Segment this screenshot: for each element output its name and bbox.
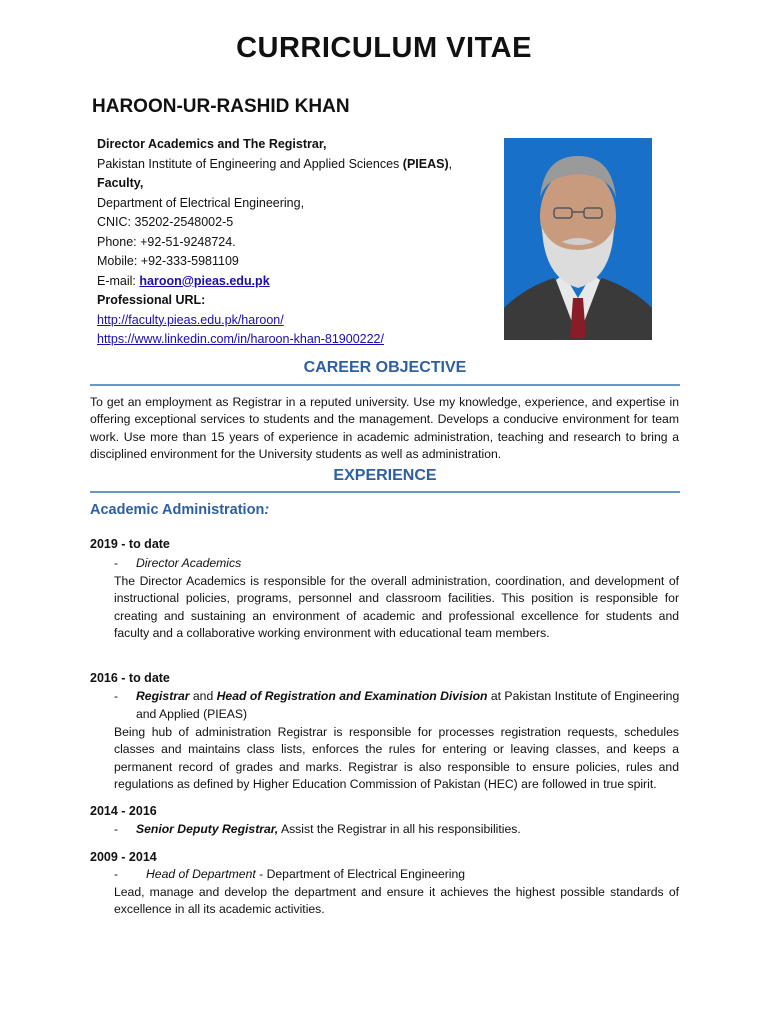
entry-role-secondary: Head of Registration and Examination Division (216, 689, 488, 703)
linkedin-url-link[interactable]: https://www.linkedin.com/in/haroon-khan-81900222/ (97, 332, 384, 346)
entry-role: Registrar (136, 689, 190, 703)
institute-name: Pakistan Institute of Engineering and Applied Sciences (97, 156, 400, 171)
entry-role-joiner: and (189, 689, 217, 703)
email-link[interactable]: haroon@pieas.edu.pk (139, 273, 270, 288)
entry-period: 2009 - 2014 (90, 850, 157, 864)
entry-period: 2019 - to date (90, 537, 170, 551)
institute-suffix: , (448, 156, 453, 171)
section-divider (90, 384, 680, 386)
institute-abbr: (PIEAS) (402, 156, 449, 171)
department-line: Department of Electrical Engineering, (97, 195, 305, 210)
email-label: E-mail: (97, 273, 140, 288)
entry-detail: - Department of Electrical Engineering (255, 867, 466, 881)
person-name: HAROON-UR-RASHID KHAN (92, 96, 350, 117)
cnic-line: CNIC: 35202-2548002-5 (97, 215, 234, 229)
entry-description: Lead, manage and develop the department and ensure it achieves the highest possible standards of excellence in all its academic activities. (114, 885, 679, 917)
bullet-dash: - (114, 689, 119, 703)
bullet-dash: - (114, 556, 119, 570)
faculty-url-link[interactable]: http://faculty.pieas.edu.pk/haroon/ (97, 312, 284, 327)
career-objective-heading: CAREER OBJECTIVE (303, 359, 467, 376)
contact-block (97, 135, 452, 350)
entry-role: Head of Department (146, 867, 256, 881)
entry-role: Director Academics (136, 556, 242, 570)
entry-role-line (114, 556, 241, 570)
entry-detail: Assist the Registrar in all his responsibilities. (278, 822, 521, 836)
faculty-line: Faculty, (97, 176, 144, 190)
professional-url-label: Professional URL: (97, 293, 206, 307)
academic-administration-heading (90, 502, 269, 518)
entry-role-continuation: and Applied (PIEAS) (136, 707, 248, 721)
bullet-dash: - (114, 867, 119, 881)
subheading-text: Academic Administration (90, 502, 265, 518)
section-divider (90, 491, 680, 493)
email-line (97, 272, 452, 292)
entry-role-location: at Pakistan Institute of Engineering (487, 689, 680, 703)
document-title: CURRICULUM VITAE (236, 32, 532, 64)
entry-role-line (114, 867, 465, 881)
entry-description: The Director Academics is responsible for the overall administration, coordination, and development of instructional policies, programs, personnel and classroom facilities. This position is responsible for creating and sustaining an environment of academic and professional excellence for students and faculty and a collaborative working environment with educational team members. (114, 574, 679, 640)
entry-description: Being hub of administration Registrar is responsible for processes registration requests, schedules classes and maintains class lists, enforces the rules for entering or leaving classes, and keeps a permanent record of grades and marks. Registrar is also responsible to ensure policies, rules and regulations as defined by Higher Education Commission of Pakistan (HEC) are followed in true spirit. (114, 725, 679, 791)
experience-heading: EXPERIENCE (333, 467, 437, 484)
position-line: Director Academics and The Registrar, (97, 137, 327, 151)
institute-line (97, 155, 452, 175)
entry-period: 2014 - 2016 (90, 804, 157, 818)
entry-period: 2016 - to date (90, 671, 170, 685)
entry-role: Senior Deputy Registrar, (136, 822, 279, 836)
portrait-image (504, 138, 652, 340)
bullet-dash: - (114, 822, 119, 836)
entry-role-line (114, 822, 521, 836)
phone-line: Phone: +92-51-9248724. (97, 234, 236, 249)
mobile-line: Mobile: +92-333-5981109 (97, 254, 239, 268)
subheading-suffix: : (264, 502, 270, 518)
profile-photo (504, 138, 652, 340)
career-objective-text: To get an employment as Registrar in a reputed university. Use my knowledge, experience, and expertise in offering exceptional services to students and the management. Develops a conducive environment for team work. Use more than 15 years of experience in academic administration, teaching and research to bring a disciplined environment for the University students as well as administration. (90, 395, 679, 461)
entry-role-line (114, 689, 679, 703)
